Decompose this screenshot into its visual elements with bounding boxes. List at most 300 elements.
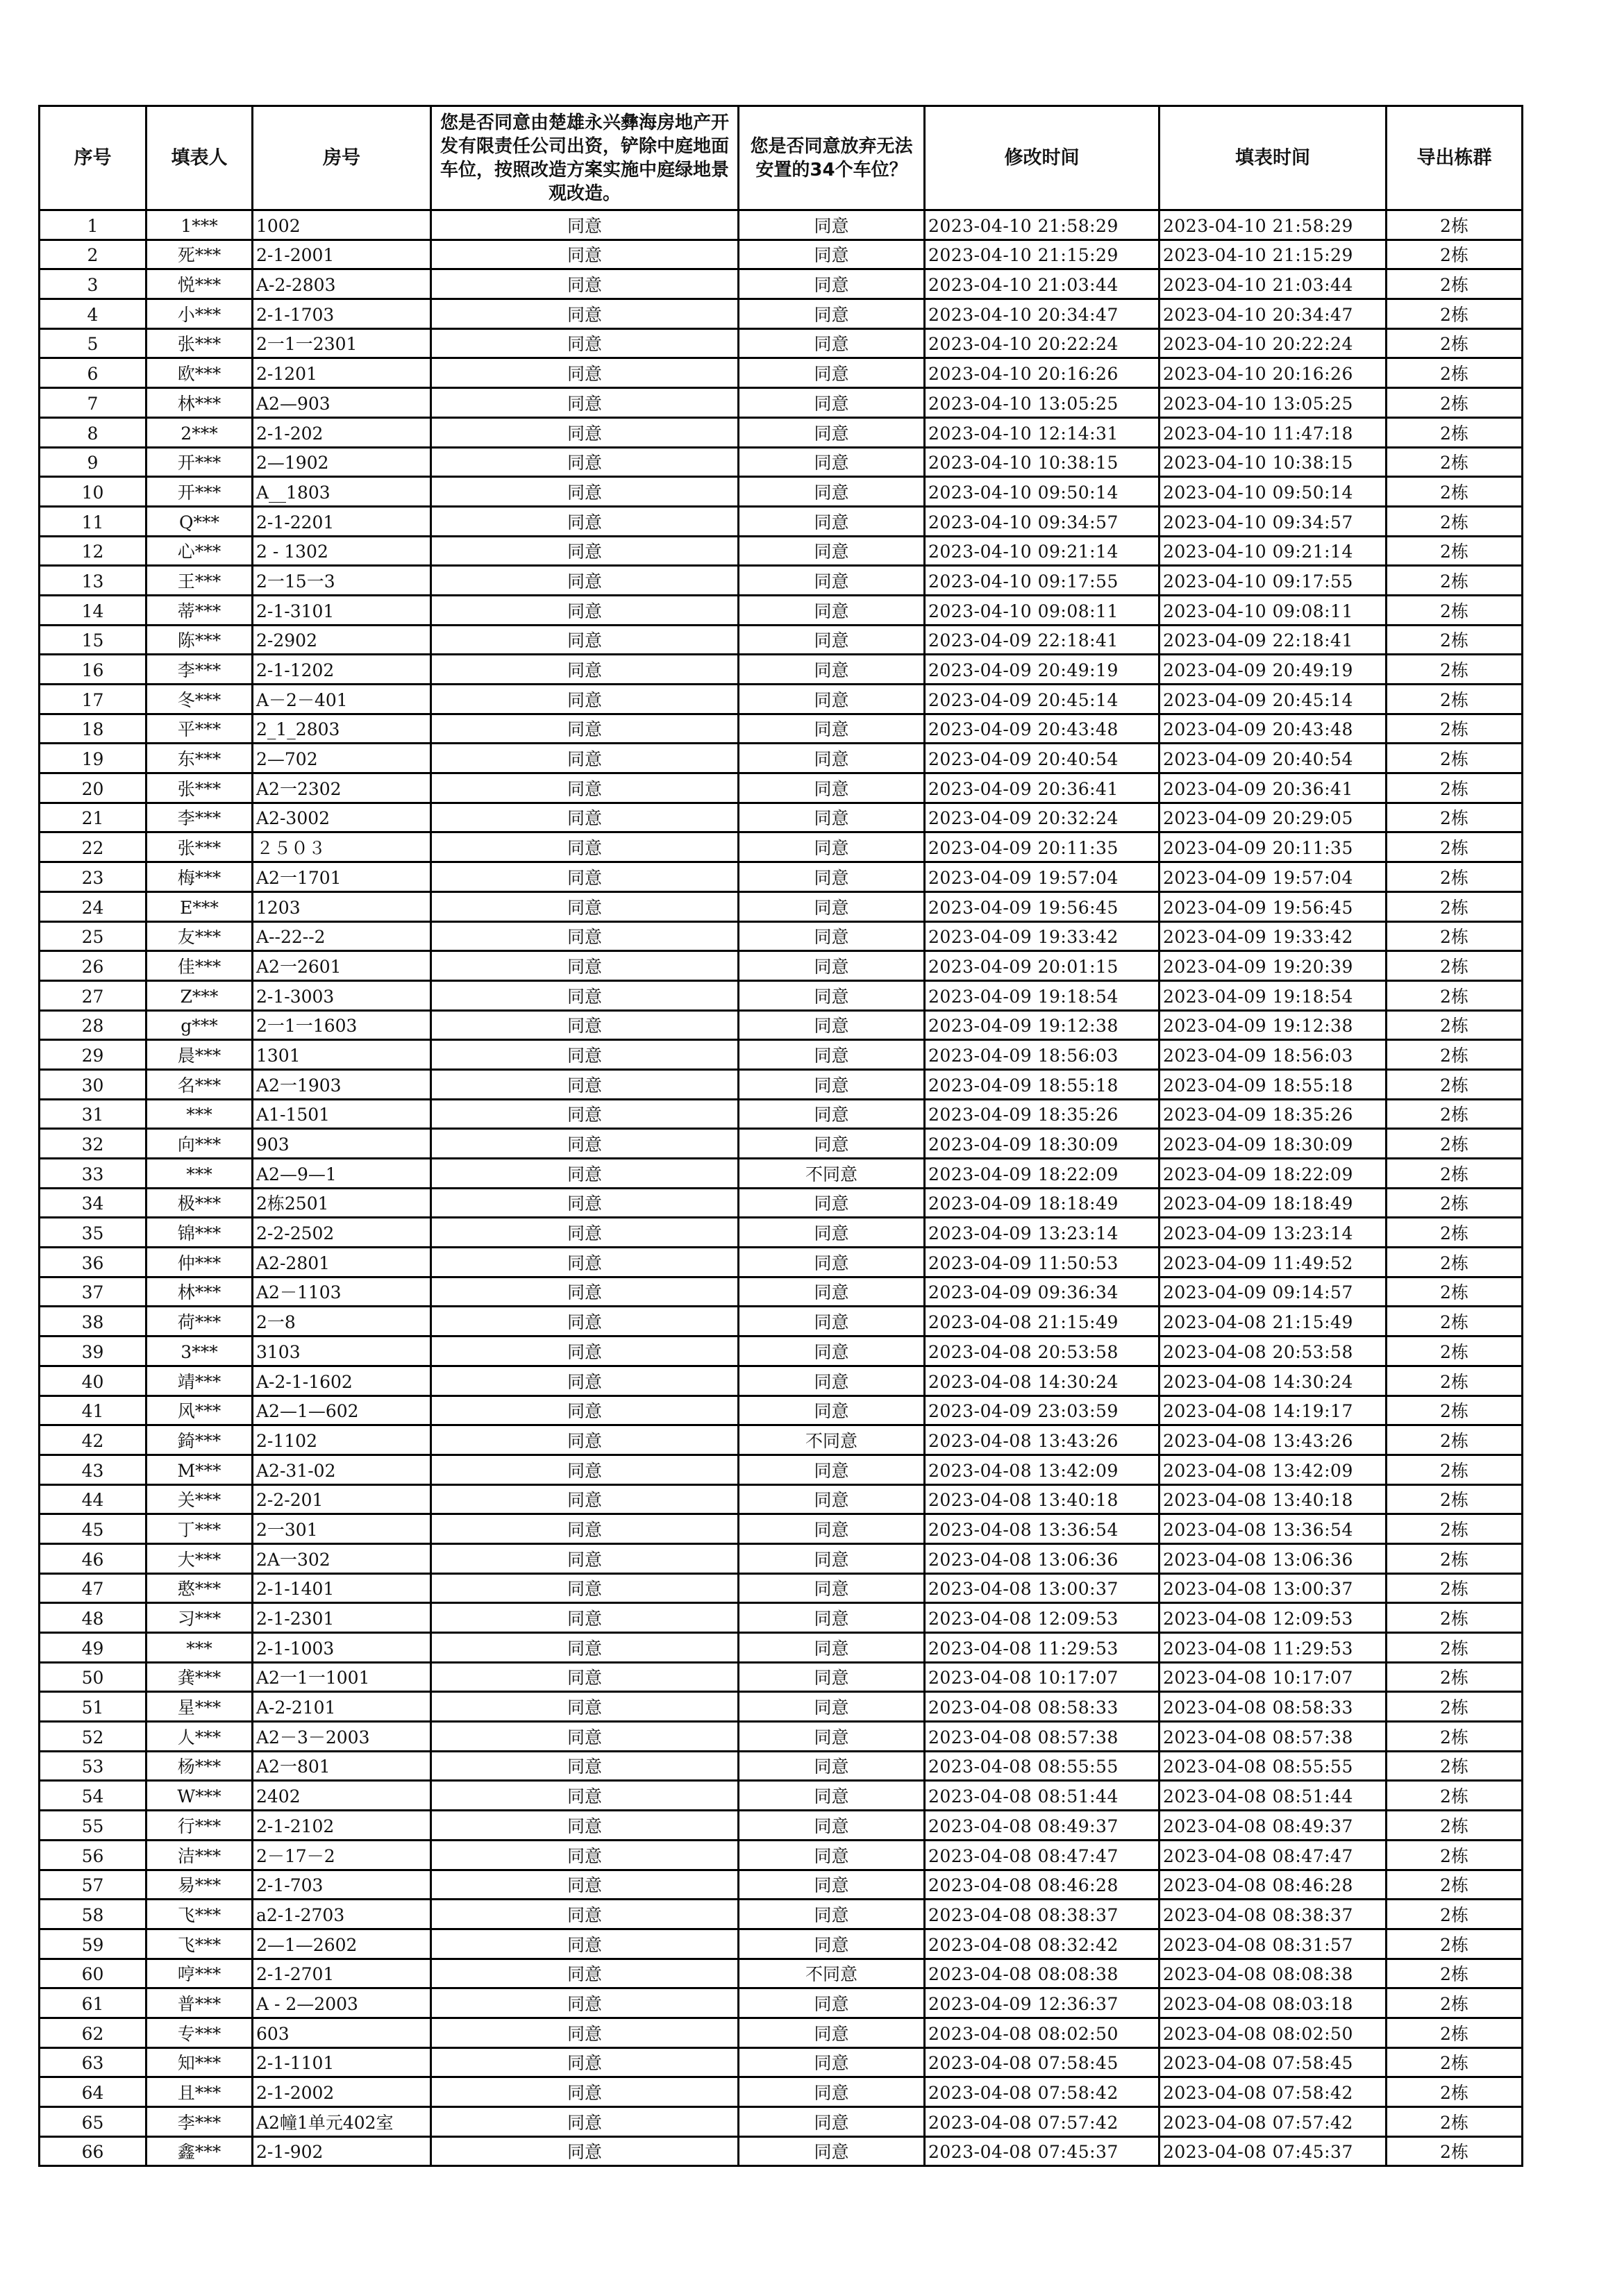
row-seq: 13	[40, 566, 147, 596]
row-answer-2: 同意	[739, 832, 925, 862]
row-seq: 19	[40, 744, 147, 773]
row-answer-2: 同意	[739, 951, 925, 981]
row-building: 2栋	[1387, 1455, 1523, 1484]
row-room: A2幢1单元402室	[253, 2107, 431, 2137]
table-row	[40, 1069, 1523, 1099]
row-filler: 关***	[147, 1484, 253, 1514]
row-building: 2栋	[1387, 744, 1523, 773]
row-seq: 4	[40, 299, 147, 329]
table-row	[40, 2018, 1523, 2047]
row-answer-1: 同意	[431, 1751, 739, 1781]
row-building: 2栋	[1387, 210, 1523, 240]
row-seq: 14	[40, 595, 147, 625]
row-filled-time: 2023-04-10 21:03:44	[1160, 269, 1387, 299]
row-room: 2-1-2201	[253, 506, 431, 536]
row-room: 2-1201	[253, 358, 431, 388]
row-filler: 飞***	[147, 1929, 253, 1959]
row-filler: 3***	[147, 1336, 253, 1366]
row-room: 2-1-1003	[253, 1633, 431, 1663]
row-building: 2栋	[1387, 655, 1523, 685]
row-answer-1: 同意	[431, 1248, 739, 1277]
header-filler: 填表人	[147, 106, 253, 210]
row-answer-2: 同意	[739, 1900, 925, 1929]
row-answer-2: 同意	[739, 1248, 925, 1277]
row-modified-time: 2023-04-08 07:57:42	[925, 2107, 1160, 2137]
row-answer-1: 同意	[431, 744, 739, 773]
row-room: 2—1902	[253, 447, 431, 477]
row-seq: 26	[40, 951, 147, 981]
row-filled-time: 2023-04-08 08:02:50	[1160, 2018, 1387, 2047]
row-filled-time: 2023-04-10 10:38:15	[1160, 447, 1387, 477]
table-row	[40, 1307, 1523, 1336]
row-building: 2栋	[1387, 299, 1523, 329]
row-modified-time: 2023-04-10 13:05:25	[925, 388, 1160, 418]
row-modified-time: 2023-04-08 08:55:55	[925, 1751, 1160, 1781]
row-filled-time: 2023-04-10 20:16:26	[1160, 358, 1387, 388]
row-building: 2栋	[1387, 1010, 1523, 1040]
table-row	[40, 744, 1523, 773]
row-answer-1: 同意	[431, 1603, 739, 1633]
row-building: 2栋	[1387, 803, 1523, 832]
row-room: 3103	[253, 1336, 431, 1366]
row-answer-2: 同意	[739, 1514, 925, 1544]
row-filler: ***	[147, 1633, 253, 1663]
row-filled-time: 2023-04-08 08:51:44	[1160, 1781, 1387, 1811]
row-answer-2: 同意	[739, 477, 925, 507]
row-answer-2: 同意	[739, 1396, 925, 1425]
row-answer-2: 同意	[739, 921, 925, 951]
row-filled-time: 2023-04-09 11:49:52	[1160, 1248, 1387, 1277]
row-seq: 52	[40, 1722, 147, 1752]
row-answer-2: 同意	[739, 210, 925, 240]
header-seq: 序号	[40, 106, 147, 210]
row-filled-time: 2023-04-10 21:15:29	[1160, 240, 1387, 269]
table-row	[40, 655, 1523, 685]
row-room: 2-2902	[253, 625, 431, 655]
row-filled-time: 2023-04-08 13:40:18	[1160, 1484, 1387, 1514]
row-modified-time: 2023-04-09 11:50:53	[925, 1248, 1160, 1277]
row-answer-1: 同意	[431, 328, 739, 358]
row-answer-1: 同意	[431, 1484, 739, 1514]
row-room: A2—903	[253, 388, 431, 418]
row-answer-1: 同意	[431, 1988, 739, 2018]
row-answer-1: 同意	[431, 1929, 739, 1959]
row-answer-2: 同意	[739, 595, 925, 625]
row-answer-2: 同意	[739, 1188, 925, 1218]
row-filler: 极***	[147, 1188, 253, 1218]
table-row	[40, 566, 1523, 596]
row-modified-time: 2023-04-10 09:17:55	[925, 566, 1160, 596]
row-answer-1: 同意	[431, 625, 739, 655]
table-row	[40, 1573, 1523, 1603]
row-room: 2-1-3101	[253, 595, 431, 625]
row-answer-2: 不同意	[739, 1159, 925, 1189]
row-room: 2-1-1202	[253, 655, 431, 685]
row-answer-1: 同意	[431, 1129, 739, 1159]
row-seq: 18	[40, 714, 147, 744]
row-seq: 3	[40, 269, 147, 299]
row-answer-1: 同意	[431, 1543, 739, 1573]
row-seq: 56	[40, 1840, 147, 1870]
row-filled-time: 2023-04-09 19:56:45	[1160, 891, 1387, 921]
row-answer-2: 同意	[739, 625, 925, 655]
row-filled-time: 2023-04-08 08:08:38	[1160, 1959, 1387, 1988]
row-seq: 46	[40, 1543, 147, 1573]
row-room: 2 - 1302	[253, 536, 431, 566]
row-room: A2－3－2003	[253, 1722, 431, 1752]
table-row	[40, 536, 1523, 566]
row-building: 2栋	[1387, 1988, 1523, 2018]
row-seq: 42	[40, 1425, 147, 1455]
row-room: A--22--2	[253, 921, 431, 951]
row-modified-time: 2023-04-09 18:35:26	[925, 1099, 1160, 1129]
row-answer-2: 同意	[739, 2107, 925, 2137]
row-answer-1: 同意	[431, 1781, 739, 1811]
row-building: 2栋	[1387, 536, 1523, 566]
row-seq: 53	[40, 1751, 147, 1781]
table-row	[40, 2047, 1523, 2077]
row-answer-2: 同意	[739, 1069, 925, 1099]
row-seq: 44	[40, 1484, 147, 1514]
row-building: 2栋	[1387, 2018, 1523, 2047]
row-answer-1: 同意	[431, 1840, 739, 1870]
row-modified-time: 2023-04-09 22:18:41	[925, 625, 1160, 655]
row-building: 2栋	[1387, 447, 1523, 477]
row-answer-2: 同意	[739, 1543, 925, 1573]
row-filled-time: 2023-04-08 13:06:36	[1160, 1543, 1387, 1573]
row-room: A2-3002	[253, 803, 431, 832]
row-answer-2: 同意	[739, 1692, 925, 1722]
row-room: A2一1一1001	[253, 1662, 431, 1692]
row-answer-1: 同意	[431, 655, 739, 685]
row-answer-2: 同意	[739, 1811, 925, 1841]
row-seq: 49	[40, 1633, 147, 1663]
row-building: 2栋	[1387, 1069, 1523, 1099]
row-filler: 悦***	[147, 269, 253, 299]
row-filled-time: 2023-04-09 20:49:19	[1160, 655, 1387, 685]
row-filled-time: 2023-04-08 13:36:54	[1160, 1514, 1387, 1544]
row-building: 2栋	[1387, 1396, 1523, 1425]
table-row	[40, 388, 1523, 418]
row-filler: W***	[147, 1781, 253, 1811]
row-answer-1: 同意	[431, 299, 739, 329]
row-modified-time: 2023-04-09 12:36:37	[925, 1988, 1160, 2018]
row-seq: 15	[40, 625, 147, 655]
row-modified-time: 2023-04-09 20:36:41	[925, 773, 1160, 803]
row-modified-time: 2023-04-09 18:22:09	[925, 1159, 1160, 1189]
row-answer-1: 同意	[431, 447, 739, 477]
row-filler: Z***	[147, 980, 253, 1010]
table-row	[40, 803, 1523, 832]
row-filled-time: 2023-04-08 10:17:07	[1160, 1662, 1387, 1692]
row-filled-time: 2023-04-08 07:57:42	[1160, 2107, 1387, 2137]
table-row	[40, 1484, 1523, 1514]
table-row	[40, 1248, 1523, 1277]
row-filler: 林***	[147, 1277, 253, 1307]
row-filler: 且***	[147, 2077, 253, 2107]
row-seq: 66	[40, 2136, 147, 2166]
row-building: 2栋	[1387, 1929, 1523, 1959]
row-room: 2-1-1401	[253, 1573, 431, 1603]
table-row	[40, 862, 1523, 892]
row-seq: 38	[40, 1307, 147, 1336]
row-answer-1: 同意	[431, 1514, 739, 1544]
row-filler: ***	[147, 1159, 253, 1189]
row-answer-2: 不同意	[739, 1425, 925, 1455]
row-modified-time: 2023-04-09 20:40:54	[925, 744, 1160, 773]
row-building: 2栋	[1387, 891, 1523, 921]
row-room: 2-1-2102	[253, 1811, 431, 1841]
row-answer-2: 同意	[739, 1307, 925, 1336]
table-row	[40, 1366, 1523, 1396]
row-room: 2-1-2301	[253, 1603, 431, 1633]
table-row	[40, 1129, 1523, 1159]
row-room: A-2-2101	[253, 1692, 431, 1722]
row-filled-time: 2023-04-08 07:45:37	[1160, 2136, 1387, 2166]
row-room: 2_1_2803	[253, 714, 431, 744]
row-filled-time: 2023-04-08 13:43:26	[1160, 1425, 1387, 1455]
row-room: 1203	[253, 891, 431, 921]
row-modified-time: 2023-04-08 13:36:54	[925, 1514, 1160, 1544]
row-room: 2-1-902	[253, 2136, 431, 2166]
row-building: 2栋	[1387, 506, 1523, 536]
row-answer-2: 同意	[739, 1455, 925, 1484]
row-room: A2一2601	[253, 951, 431, 981]
row-filler: 专***	[147, 2018, 253, 2047]
table-row	[40, 506, 1523, 536]
row-answer-2: 同意	[739, 1484, 925, 1514]
table-row	[40, 1692, 1523, 1722]
header-modified-time: 修改时间	[925, 106, 1160, 210]
table-row	[40, 980, 1523, 1010]
row-building: 2栋	[1387, 1633, 1523, 1663]
row-answer-1: 同意	[431, 1159, 739, 1189]
row-answer-1: 同意	[431, 536, 739, 566]
row-room: 2栋2501	[253, 1188, 431, 1218]
row-room: 2-2-2502	[253, 1218, 431, 1248]
row-filled-time: 2023-04-09 09:14:57	[1160, 1277, 1387, 1307]
row-seq: 59	[40, 1929, 147, 1959]
row-seq: 5	[40, 328, 147, 358]
table-row	[40, 477, 1523, 507]
row-modified-time: 2023-04-08 08:47:47	[925, 1840, 1160, 1870]
row-room: 2-1-2002	[253, 2077, 431, 2107]
row-answer-2: 同意	[739, 1040, 925, 1070]
row-seq: 6	[40, 358, 147, 388]
row-answer-1: 同意	[431, 714, 739, 744]
row-building: 2栋	[1387, 269, 1523, 299]
row-filled-time: 2023-04-09 20:29:05	[1160, 803, 1387, 832]
table-row	[40, 1959, 1523, 1988]
row-modified-time: 2023-04-08 13:06:36	[925, 1543, 1160, 1573]
row-filled-time: 2023-04-08 08:38:37	[1160, 1900, 1387, 1929]
row-building: 2栋	[1387, 1900, 1523, 1929]
row-seq: 36	[40, 1248, 147, 1277]
row-answer-1: 同意	[431, 862, 739, 892]
row-seq: 48	[40, 1603, 147, 1633]
table-row	[40, 1514, 1523, 1544]
row-answer-2: 同意	[739, 1336, 925, 1366]
row-filled-time: 2023-04-09 19:33:42	[1160, 921, 1387, 951]
table-row	[40, 1900, 1523, 1929]
table-row	[40, 269, 1523, 299]
row-modified-time: 2023-04-08 21:15:49	[925, 1307, 1160, 1336]
row-building: 2栋	[1387, 685, 1523, 714]
row-answer-2: 同意	[739, 1218, 925, 1248]
row-answer-1: 同意	[431, 2136, 739, 2166]
row-seq: 47	[40, 1573, 147, 1603]
row-filler: 冬***	[147, 685, 253, 714]
row-answer-1: 同意	[431, 1455, 739, 1484]
row-building: 2栋	[1387, 1781, 1523, 1811]
row-building: 2栋	[1387, 417, 1523, 447]
row-filler: 习***	[147, 1603, 253, 1633]
row-answer-2: 同意	[739, 1010, 925, 1040]
row-seq: 62	[40, 2018, 147, 2047]
row-filler: 易***	[147, 1870, 253, 1900]
row-seq: 1	[40, 210, 147, 240]
row-room: 2一1一1603	[253, 1010, 431, 1040]
row-seq: 17	[40, 685, 147, 714]
table-row	[40, 2077, 1523, 2107]
table-row	[40, 921, 1523, 951]
row-seq: 58	[40, 1900, 147, 1929]
row-answer-2: 同意	[739, 269, 925, 299]
header-question-1: 您是否同意由楚雄永兴彝海房地产开发有限责任公司出资，铲除中庭地面车位，按照改造方案实施中庭绿地景观改造。	[431, 106, 739, 210]
row-answer-1: 同意	[431, 1425, 739, 1455]
row-filled-time: 2023-04-09 20:43:48	[1160, 714, 1387, 744]
row-answer-1: 同意	[431, 358, 739, 388]
row-filled-time: 2023-04-08 08:31:57	[1160, 1929, 1387, 1959]
row-seq: 63	[40, 2047, 147, 2077]
row-room: a2-1-2703	[253, 1900, 431, 1929]
row-building: 2栋	[1387, 1099, 1523, 1129]
row-answer-2: 同意	[739, 358, 925, 388]
row-answer-1: 同意	[431, 506, 739, 536]
row-filler: 星***	[147, 1692, 253, 1722]
survey-table	[38, 105, 1523, 2167]
row-modified-time: 2023-04-08 20:53:58	[925, 1336, 1160, 1366]
row-filler: 欧***	[147, 358, 253, 388]
row-filler: 开***	[147, 447, 253, 477]
row-building: 2栋	[1387, 240, 1523, 269]
row-modified-time: 2023-04-10 20:22:24	[925, 328, 1160, 358]
table-row	[40, 1396, 1523, 1425]
row-room: 2一301	[253, 1514, 431, 1544]
row-answer-1: 同意	[431, 1099, 739, 1129]
table-row	[40, 1010, 1523, 1040]
row-building: 2栋	[1387, 388, 1523, 418]
table-row	[40, 832, 1523, 862]
row-seq: 41	[40, 1396, 147, 1425]
row-modified-time: 2023-04-08 13:00:37	[925, 1573, 1160, 1603]
row-filled-time: 2023-04-09 19:12:38	[1160, 1010, 1387, 1040]
table-row	[40, 1603, 1523, 1633]
row-modified-time: 2023-04-09 23:03:59	[925, 1396, 1160, 1425]
row-building: 2栋	[1387, 1248, 1523, 1277]
row-answer-2: 同意	[739, 1603, 925, 1633]
table-row	[40, 1722, 1523, 1752]
row-filler: 梅***	[147, 862, 253, 892]
row-seq: 60	[40, 1959, 147, 1988]
row-modified-time: 2023-04-10 21:58:29	[925, 210, 1160, 240]
row-answer-2: 同意	[739, 240, 925, 269]
row-filled-time: 2023-04-09 19:18:54	[1160, 980, 1387, 1010]
row-answer-2: 同意	[739, 1929, 925, 1959]
row-seq: 27	[40, 980, 147, 1010]
row-filler: 憨***	[147, 1573, 253, 1603]
row-modified-time: 2023-04-09 20:45:14	[925, 685, 1160, 714]
row-building: 2栋	[1387, 595, 1523, 625]
row-building: 2栋	[1387, 714, 1523, 744]
row-filled-time: 2023-04-08 07:58:45	[1160, 2047, 1387, 2077]
row-filler: ***	[147, 1099, 253, 1129]
row-modified-time: 2023-04-08 08:38:37	[925, 1900, 1160, 1929]
row-answer-2: 同意	[739, 328, 925, 358]
header-row	[40, 106, 1523, 210]
row-seq: 50	[40, 1662, 147, 1692]
row-filler: 王***	[147, 566, 253, 596]
table-row	[40, 1929, 1523, 1959]
row-answer-2: 同意	[739, 655, 925, 685]
row-modified-time: 2023-04-09 19:33:42	[925, 921, 1160, 951]
row-room: 2-2-201	[253, 1484, 431, 1514]
row-seq: 64	[40, 2077, 147, 2107]
row-filled-time: 2023-04-08 08:49:37	[1160, 1811, 1387, 1841]
row-filler: 人***	[147, 1722, 253, 1752]
row-room: 2-1-1101	[253, 2047, 431, 2077]
row-building: 2栋	[1387, 1662, 1523, 1692]
row-filled-time: 2023-04-10 11:47:18	[1160, 417, 1387, 447]
row-answer-2: 同意	[739, 1751, 925, 1781]
row-filled-time: 2023-04-08 12:09:53	[1160, 1603, 1387, 1633]
row-filled-time: 2023-04-10 09:50:14	[1160, 477, 1387, 507]
row-answer-1: 同意	[431, 685, 739, 714]
row-filler: 杨***	[147, 1751, 253, 1781]
row-filled-time: 2023-04-08 08:58:33	[1160, 1692, 1387, 1722]
row-seq: 21	[40, 803, 147, 832]
row-filler: 平***	[147, 714, 253, 744]
row-answer-2: 同意	[739, 506, 925, 536]
row-answer-2: 同意	[739, 891, 925, 921]
row-filler: 錡***	[147, 1425, 253, 1455]
row-building: 2栋	[1387, 1811, 1523, 1841]
row-modified-time: 2023-04-08 08:08:38	[925, 1959, 1160, 1988]
table-row	[40, 1159, 1523, 1189]
row-modified-time: 2023-04-09 18:18:49	[925, 1188, 1160, 1218]
row-answer-2: 同意	[739, 1129, 925, 1159]
row-building: 2栋	[1387, 1307, 1523, 1336]
header-filled-time: 填表时间	[1160, 106, 1387, 210]
table-row	[40, 1662, 1523, 1692]
row-building: 2栋	[1387, 358, 1523, 388]
row-building: 2栋	[1387, 1751, 1523, 1781]
row-room: 1002	[253, 210, 431, 240]
row-seq: 39	[40, 1336, 147, 1366]
row-modified-time: 2023-04-10 21:03:44	[925, 269, 1160, 299]
row-room: A2-31-02	[253, 1455, 431, 1484]
row-room: 2-1-2001	[253, 240, 431, 269]
row-filled-time: 2023-04-09 20:36:41	[1160, 773, 1387, 803]
header-question-2: 您是否同意放弃无法安置的34个车位？	[739, 106, 925, 210]
table-row	[40, 1870, 1523, 1900]
row-room: A-2-2803	[253, 269, 431, 299]
row-building: 2栋	[1387, 625, 1523, 655]
row-building: 2栋	[1387, 2136, 1523, 2166]
row-seq: 9	[40, 447, 147, 477]
row-filler: g***	[147, 1010, 253, 1040]
row-modified-time: 2023-04-09 20:49:19	[925, 655, 1160, 685]
